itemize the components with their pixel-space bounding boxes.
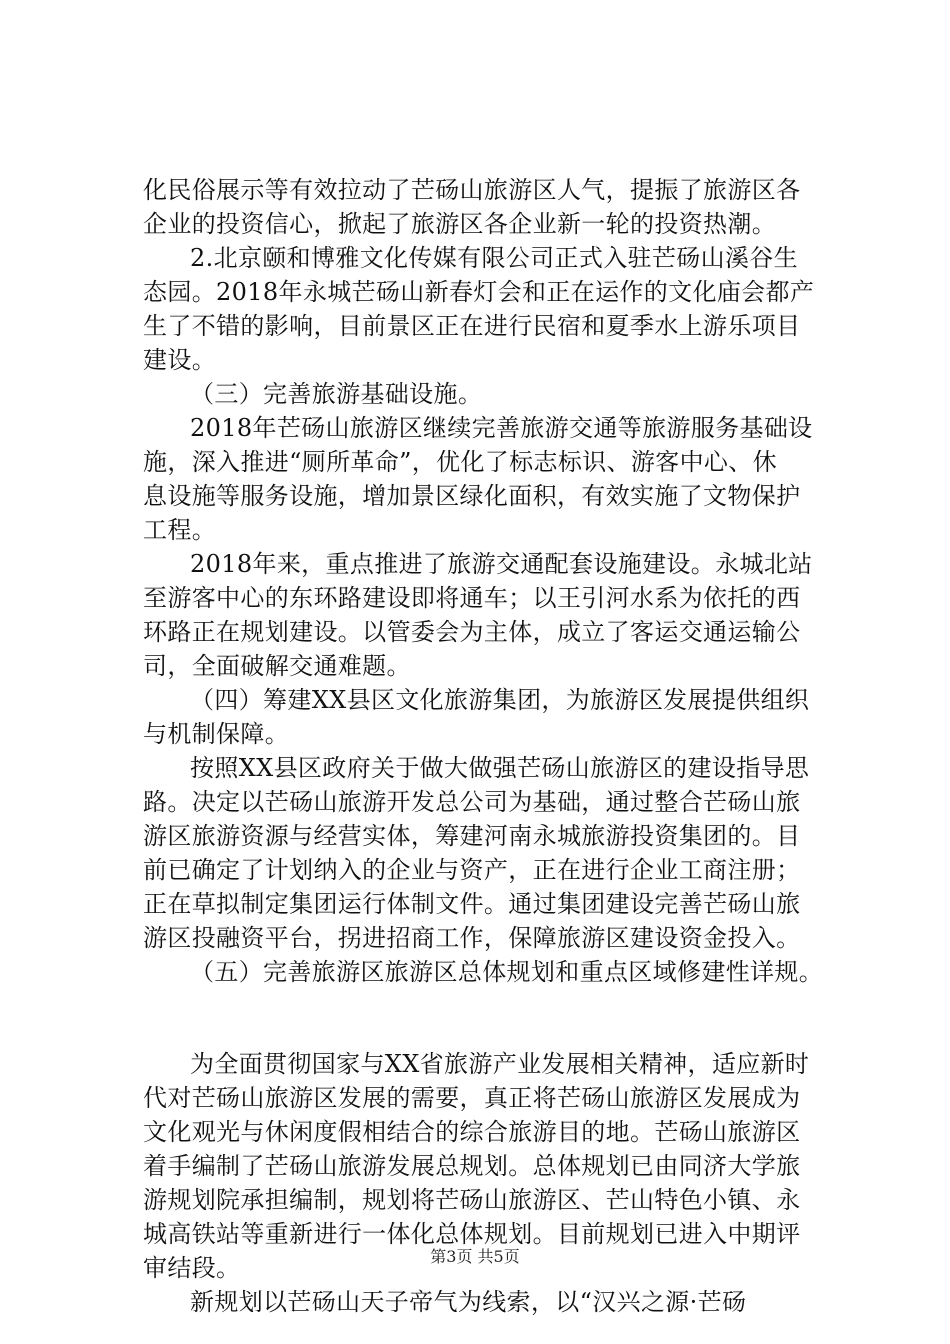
text-line: 2018年芒砀山旅游区继续完善旅游交通等旅游服务基础设	[190, 414, 813, 442]
text-line: 游区旅游资源与经营实体，筹建河南永城旅游投资集团的。目	[143, 822, 801, 850]
text-line: 2.北京颐和博雅文化传媒有限公司正式入驻芒砀山溪谷生	[190, 244, 798, 272]
text-line: 正在草拟制定集团运行体制文件。通过集团建设完善芒砀山旅	[143, 890, 801, 918]
text-line: 着手编制了芒砀山旅游发展总规划。总体规划已由同济大学旅	[143, 1152, 801, 1180]
text-line: 游规划院承担编制，规划将芒砀山旅游区、芒山特色小镇、永	[143, 1186, 801, 1214]
section-heading: （四）筹建XX县区文化旅游集团，为旅游区发展提供组织	[190, 686, 810, 714]
text-line: 前已确定了计划纳入的企业与资产，正在进行企业工商注册；	[143, 856, 801, 884]
text-line: 环路正在规划建设。以管委会为主体，成立了客运交通运输公	[143, 618, 801, 646]
section-heading: 与机制保障。	[143, 720, 290, 748]
text-line: 新规划以芒砀山天子帝气为线索，以“汉兴之源·芒砀	[190, 1288, 747, 1316]
text-line: 企业的投资信心，掀起了旅游区各企业新一轮的投资热潮。	[143, 210, 777, 238]
text-line: 工程。	[143, 516, 217, 544]
text-line: 化民俗展示等有效拉动了芒砀山旅游区人气，提振了旅游区各	[143, 176, 801, 204]
text-line: 2018年来，重点推进了旅游交通配套设施建设。永城北站	[190, 550, 813, 578]
text-line: 文化观光与休闲度假相结合的综合旅游目的地。芒砀山旅游区	[143, 1118, 801, 1146]
text-line: 建设。	[143, 346, 217, 374]
page-footer: 第3页 共5页	[430, 1247, 520, 1266]
paragraph-gap	[143, 989, 823, 1047]
text-line: 城高铁站等重新进行一体化总体规划。目前规划已进入中期评	[143, 1220, 801, 1248]
text-line: 为全面贯彻国家与XX省旅游产业发展相关精神，适应新时	[190, 1050, 810, 1078]
text-line: 司，全面破解交通难题。	[143, 652, 411, 680]
text-line: 代对芒砀山旅游区发展的需要，真正将芒砀山旅游区发展成为	[143, 1084, 801, 1112]
text-line: 生了不错的影响，目前景区正在进行民宿和夏季水上游乐项目	[143, 312, 801, 340]
text-line: 施，深入推进“厕所革命”，优化了标志标识、游客中心、休	[143, 448, 777, 476]
text-line: 态园。2018年永城芒砀山新春灯会和正在运作的文化庙会都产	[143, 278, 815, 306]
section-heading: （五）完善旅游区旅游区总体规划和重点区域修建性详规。	[190, 958, 824, 986]
text-line: 至游客中心的东环路建设即将通车；以王引河水系为依托的西	[143, 584, 801, 612]
document-body	[143, 173, 823, 1319]
text-line: 息设施等服务设施，增加景区绿化面积，有效实施了文物保护	[143, 482, 801, 510]
text-line: 路。决定以芒砀山旅游开发总公司为基础，通过整合芒砀山旅	[143, 788, 801, 816]
text-line: 审结段。	[143, 1254, 241, 1282]
text-line: 游区投融资平台，拐进招商工作，保障旅游区建设资金投入。	[143, 924, 801, 952]
text-line: 按照XX县区政府关于做大做强芒砀山旅游区的建设指导思	[190, 754, 810, 782]
section-heading: （三）完善旅游基础设施。	[190, 380, 483, 408]
